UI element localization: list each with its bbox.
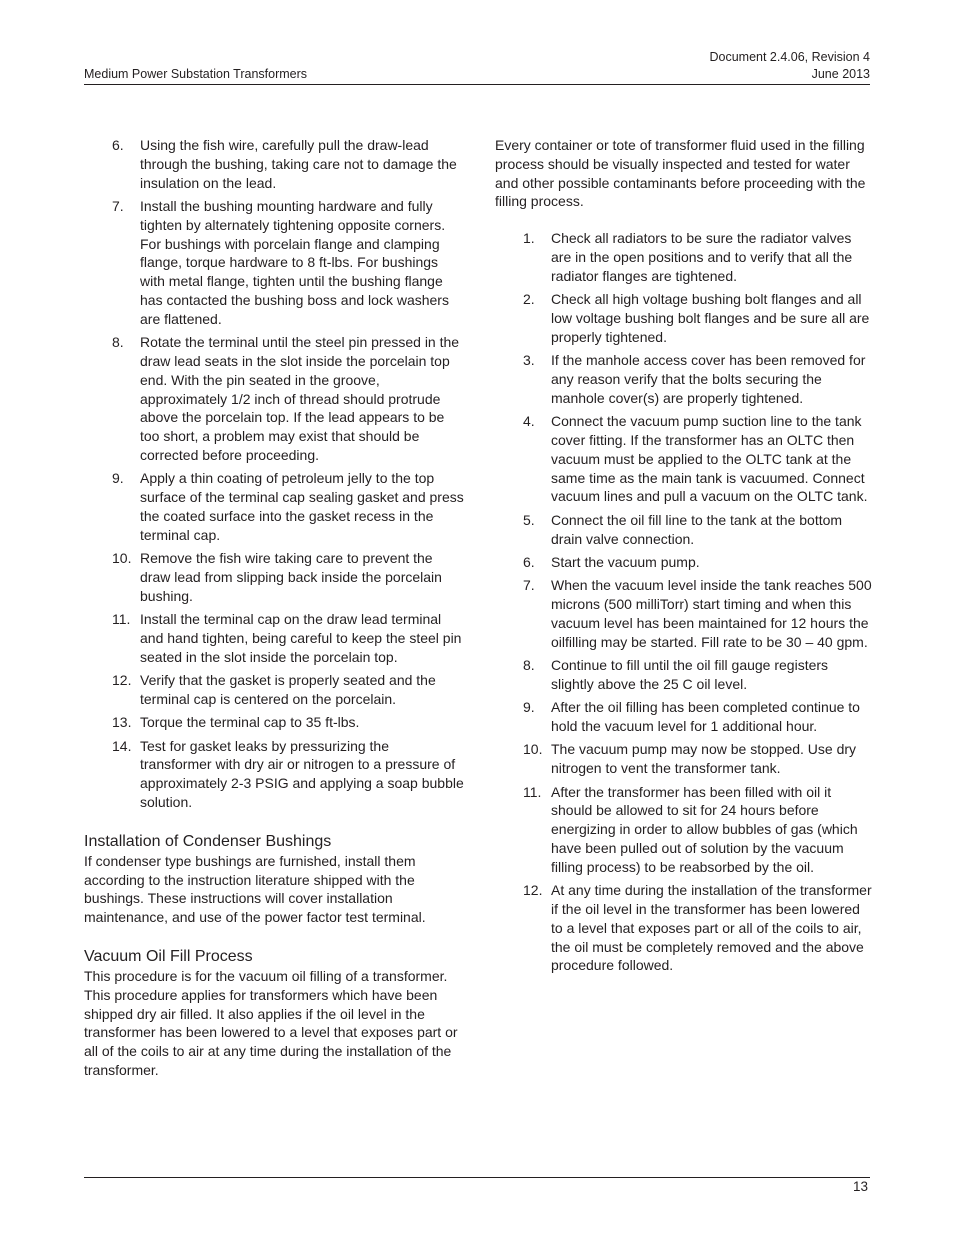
step-text: Install the terminal cap on the draw lead terminal and hand tighten, being careful to keep the steel pin seated in the slot inside the porcelain top. — [140, 611, 462, 665]
step-text: Verify that the gasket is properly seated and the terminal cap is centered on the porcelain. — [140, 672, 436, 707]
step-text: Test for gasket leaks by pressurizing the transformer with dry air or nitrogen to a pressure of approximately 2-3 PSIG and applying a soap bubble solution. — [140, 737, 464, 811]
vacuum-oil-fill-text: This procedure is for the vacuum oil filling of a transformer. This procedure applies for transformers which have been shipped dry air filled. It also applies if the oil level in the transformer has been lowered to a level that exposes part or all of the coils to air at any time during the installation of the transformer. — [84, 968, 458, 1079]
step-number: 7. — [112, 197, 124, 214]
right-column — [495, 136, 873, 980]
document-date: June 2013 — [811, 66, 870, 81]
list-item — [495, 290, 873, 346]
header-divider — [84, 84, 870, 85]
step-text: Remove the fish wire taking care to prevent the draw lead from slipping back inside the porcelain bushing. — [140, 550, 442, 604]
condenser-bushings-text: If condenser type bushings are furnished, install them according to the instruction literature shipped with the bushings. These instructions will cover installation maintenance, and use of the power factor test terminal. — [84, 852, 426, 926]
document-revision: Document 2.4.06, Revision 4 — [709, 50, 870, 64]
step-number: 2. — [523, 291, 535, 308]
step-number: 5. — [523, 511, 535, 528]
condenser-bushings-heading: Installation of Condenser Bushings — [84, 832, 332, 850]
step-number: 7. — [523, 577, 535, 594]
step-text: The vacuum pump may now be stopped. Use dry nitrogen to vent the transformer tank. — [551, 741, 857, 777]
list-item — [84, 197, 464, 329]
step-number: 1. — [523, 230, 535, 247]
step-number: 10. — [523, 741, 543, 758]
list-item — [495, 553, 873, 572]
list-item — [495, 881, 873, 975]
list-item — [495, 351, 873, 407]
step-text: After the transformer has been filled with oil it should be allowed to sit for 24 hours before energizing in order to allow bubbles of gas (which have been pulled out of solution by the vacuum filling process) to be reabsorbed by the oil. — [551, 783, 858, 875]
document-info — [709, 49, 870, 82]
step-text: Install the bushing mounting hardware and fully tighten by alternately tightening opposite corners. For bushings with porcelain flange and clamping flange, torque hardware to 8 ft-lbs. For bushings with metal flange, tighten until the bushing flange has contacted the bushing boss and lock washers are flattened. — [140, 197, 449, 327]
footer-divider — [84, 1177, 870, 1178]
bushing-install-steps — [84, 136, 464, 812]
step-number: 11. — [523, 783, 542, 800]
step-number: 10. — [112, 550, 132, 567]
vacuum-fill-steps — [495, 229, 873, 975]
step-text: Continue to fill until the oil fill gauge registers slightly above the 25 C oil level. — [551, 657, 829, 692]
step-number: 6. — [523, 553, 535, 570]
step-text: If the manhole access cover has been removed for any reason verify that the bolts securing the manhole cover(s) are properly tightened. — [551, 352, 866, 406]
running-header-title: Medium Power Substation Transformers — [84, 67, 308, 81]
step-number: 4. — [523, 413, 535, 430]
step-text: Rotate the terminal until the steel pin pressed in the draw lead seats in the slot inside the porcelain top end. With the pin seated in the groove, approximately 1/2 inch of thread should protrude above the porcelain top. If the lead appears to be too short, a problem may exist that should be corrected before proceeding. — [140, 334, 460, 463]
step-number: 8. — [523, 657, 535, 674]
list-item — [495, 576, 873, 651]
step-text: Start the vacuum pump. — [551, 553, 700, 570]
step-number: 6. — [112, 137, 124, 153]
list-item — [495, 229, 873, 285]
step-text: Using the fish wire, carefully pull the draw-lead through the bushing, taking care not to damage the insulation on the lead. — [140, 137, 457, 191]
step-text: Check all radiators to be sure the radiator valves are in the open positions and to verify that all the radiator flanges are tightened. — [551, 230, 853, 284]
step-number: 14. — [112, 737, 132, 754]
list-item — [84, 713, 464, 732]
list-item — [84, 549, 464, 605]
step-text: Check all high voltage bushing bolt flanges and all low voltage bushing bolt flanges and be sure all are properly tightened. — [551, 291, 870, 345]
list-item — [84, 333, 464, 465]
step-text: Apply a thin coating of petroleum jelly to the top surface of the terminal cap sealing gasket and press the coated surface into the gasket recess in the terminal cap. — [140, 470, 464, 543]
list-item — [495, 783, 873, 877]
list-item — [495, 698, 873, 736]
step-number: 9. — [112, 470, 124, 487]
list-item — [495, 511, 873, 549]
step-number: 13. — [112, 714, 132, 731]
step-text: Torque the terminal cap to 35 ft-lbs. — [140, 714, 360, 731]
fluid-inspection-intro: Every container or tote of transformer fluid used in the filling process should be visually inspected and tested for water and other possible contaminants before proceeding with the filling process. — [495, 137, 866, 210]
list-item — [84, 136, 464, 192]
list-item — [495, 656, 873, 694]
step-number: 3. — [523, 352, 535, 369]
step-text: Connect the oil fill line to the tank at the bottom drain valve connection. — [551, 511, 843, 547]
vacuum-oil-fill-heading: Vacuum Oil Fill Process — [84, 948, 253, 966]
step-number: 8. — [112, 334, 124, 351]
step-number: 12. — [523, 882, 543, 899]
page-number: 13 — [852, 1179, 868, 1194]
step-number: 12. — [112, 672, 132, 689]
list-item — [84, 610, 464, 666]
left-column — [84, 136, 464, 1080]
list-item — [84, 737, 464, 812]
list-item — [84, 469, 464, 544]
list-item — [84, 671, 464, 709]
step-text: After the oil filling has been completed continue to hold the vacuum level for 1 additional hour. — [551, 699, 860, 735]
step-text: When the vacuum level inside the tank reaches 500 microns (500 milliTorr) start timing and when this vacuum level has been maintained for 12 hours the oilfilling may be started. Fill rate to be 30 – 40 gpm. — [551, 577, 872, 650]
step-text: At any time during the installation of the transformer if the oil level in the transformer has been lowered to a level that exposes part or all of the coils to air, the oil must be completely removed and the above procedure followed. — [551, 882, 872, 974]
list-item — [495, 412, 873, 506]
step-number: 9. — [523, 699, 535, 716]
step-number: 11. — [112, 611, 131, 628]
list-item — [495, 740, 873, 778]
step-text: Connect the vacuum pump suction line to the tank cover fitting. If the transformer has an OLTC then vacuum must be applied to the OLTC tank at the same time as the main tank is vacuumed. Connect vacuum lines and pull a vacuum on the OLTC tank. — [551, 413, 868, 505]
